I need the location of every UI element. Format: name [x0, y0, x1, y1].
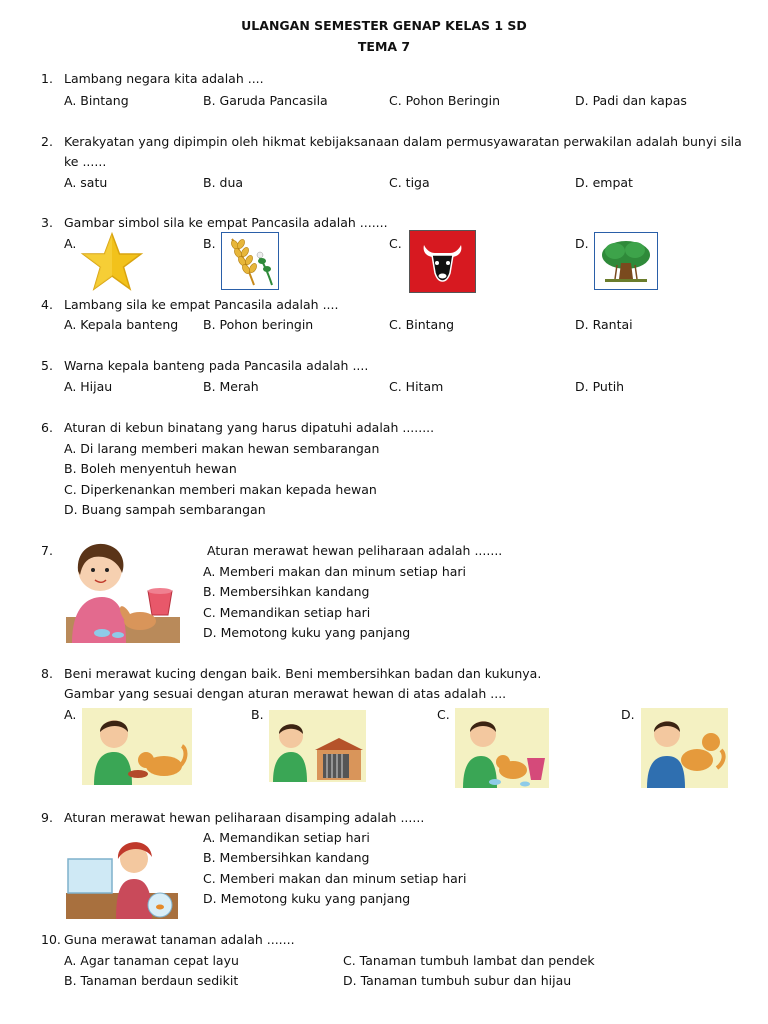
option-a[interactable]: A. Memberi makan dan minum setiap hari: [203, 564, 467, 579]
option-c[interactable]: C. Pohon Beringin: [389, 93, 501, 108]
question-number: 1.: [41, 71, 53, 86]
option-c[interactable]: C. Bintang: [389, 317, 455, 332]
option-b[interactable]: B. Tanaman berdaun sedikit: [64, 973, 239, 988]
banyan-tree-symbol-image[interactable]: [594, 232, 658, 290]
option-d[interactable]: D. empat: [575, 175, 633, 190]
boy-bathing-cat-image[interactable]: [455, 708, 549, 788]
option-a[interactable]: A.: [64, 707, 77, 722]
option-d[interactable]: D. Memotong kuku yang panjang: [203, 625, 411, 640]
option-a[interactable]: A.: [64, 236, 77, 251]
question-text: Gambar simbol sila ke empat Pancasila adalah .......: [64, 215, 388, 230]
question-text: Aturan di kebun binatang yang harus dipatuhi adalah ........: [64, 420, 435, 435]
page-title: ULANGAN SEMESTER GENAP KELAS 1 SD: [241, 18, 527, 33]
option-c[interactable]: C. Memandikan setiap hari: [203, 605, 371, 620]
option-b[interactable]: B.: [251, 707, 264, 722]
option-a[interactable]: A. satu: [64, 175, 108, 190]
option-d[interactable]: D. Putih: [575, 379, 625, 394]
option-d[interactable]: D. Buang sampah sembarangan: [64, 502, 266, 517]
question-text: Warna kepala banteng pada Pancasila adalah ....: [64, 358, 369, 373]
question-number: 8.: [41, 666, 53, 681]
option-a[interactable]: A. Memandikan setiap hari: [203, 830, 370, 845]
option-b[interactable]: B. Membersihkan kandang: [203, 850, 370, 865]
option-c[interactable]: C.: [389, 236, 402, 251]
question-number: 9.: [41, 810, 53, 825]
question-text: Lambang negara kita adalah ....: [64, 71, 264, 86]
option-b[interactable]: B. Boleh menyentuh hewan: [64, 461, 237, 476]
option-a[interactable]: A. Hijau: [64, 379, 113, 394]
question-number: 6.: [41, 420, 53, 435]
question-text: Kerakyatan yang dipimpin oleh hikmat kebijaksanaan dalam permusyawaratan perwakilan adalah bunyi sila: [64, 134, 742, 149]
question-text: Beni merawat kucing dengan baik. Beni membersihkan badan dan kukunya.: [64, 666, 542, 681]
question-number: 2.: [41, 134, 53, 149]
option-d[interactable]: D.: [575, 236, 589, 251]
question-number: 5.: [41, 358, 53, 373]
option-b[interactable]: B. dua: [203, 175, 244, 190]
question-text: Lambang sila ke empat Pancasila adalah ....: [64, 297, 339, 312]
option-b[interactable]: B. Membersihkan kandang: [203, 584, 370, 599]
option-d[interactable]: D. Tanaman tumbuh subur dan hijau: [343, 973, 572, 988]
rice-cotton-symbol-image[interactable]: [221, 232, 279, 290]
page-subtitle: TEMA 7: [357, 39, 411, 54]
option-c[interactable]: C.: [437, 707, 450, 722]
option-b[interactable]: B. Merah: [203, 379, 259, 394]
question-number: 7.: [41, 543, 53, 558]
option-d[interactable]: D. Memotong kuku yang panjang: [203, 891, 411, 906]
question-text: Guna merawat tanaman adalah .......: [64, 932, 295, 947]
option-b[interactable]: B.: [203, 236, 216, 251]
option-a[interactable]: A. Agar tanaman cepat layu: [64, 953, 239, 968]
star-symbol-image[interactable]: [80, 232, 144, 292]
boy-hugging-cat-image[interactable]: [641, 708, 728, 788]
option-d[interactable]: D. Rantai: [575, 317, 633, 332]
question-number: 4.: [41, 297, 53, 312]
boy-cleaning-cage-image[interactable]: [269, 710, 366, 782]
bull-head-symbol-image[interactable]: [409, 230, 476, 293]
question-text: Aturan merawat hewan peliharaan disamping adalah ......: [64, 810, 425, 825]
option-a[interactable]: A. Kepala banteng: [64, 317, 179, 332]
girl-bathing-rabbit-image: [66, 539, 180, 643]
option-c[interactable]: C. Memberi makan dan minum setiap hari: [203, 871, 467, 886]
option-d[interactable]: D.: [621, 707, 635, 722]
option-c[interactable]: C. Diperkenankan memberi makan kepada hewan: [64, 482, 377, 497]
option-c[interactable]: C. Tanaman tumbuh lambat dan pendek: [343, 953, 595, 968]
question-number: 3.: [41, 215, 53, 230]
question-text-continued: Gambar yang sesuai dengan aturan merawat hewan di atas adalah ....: [64, 686, 507, 701]
girl-cleaning-aquarium-image: [66, 829, 178, 919]
question-text: Aturan merawat hewan peliharaan adalah .......: [207, 543, 503, 558]
option-a[interactable]: A. Bintang: [64, 93, 129, 108]
boy-feeding-cat-image[interactable]: [82, 708, 192, 785]
option-c[interactable]: C. Hitam: [389, 379, 444, 394]
option-d[interactable]: D. Padi dan kapas: [575, 93, 687, 108]
option-a[interactable]: A. Di larang memberi makan hewan sembarangan: [64, 441, 380, 456]
option-c[interactable]: C. tiga: [389, 175, 430, 190]
option-b[interactable]: B. Pohon beringin: [203, 317, 314, 332]
option-b[interactable]: B. Garuda Pancasila: [203, 93, 328, 108]
question-text-continued: ke ......: [64, 154, 107, 169]
question-number: 10.: [41, 932, 61, 947]
